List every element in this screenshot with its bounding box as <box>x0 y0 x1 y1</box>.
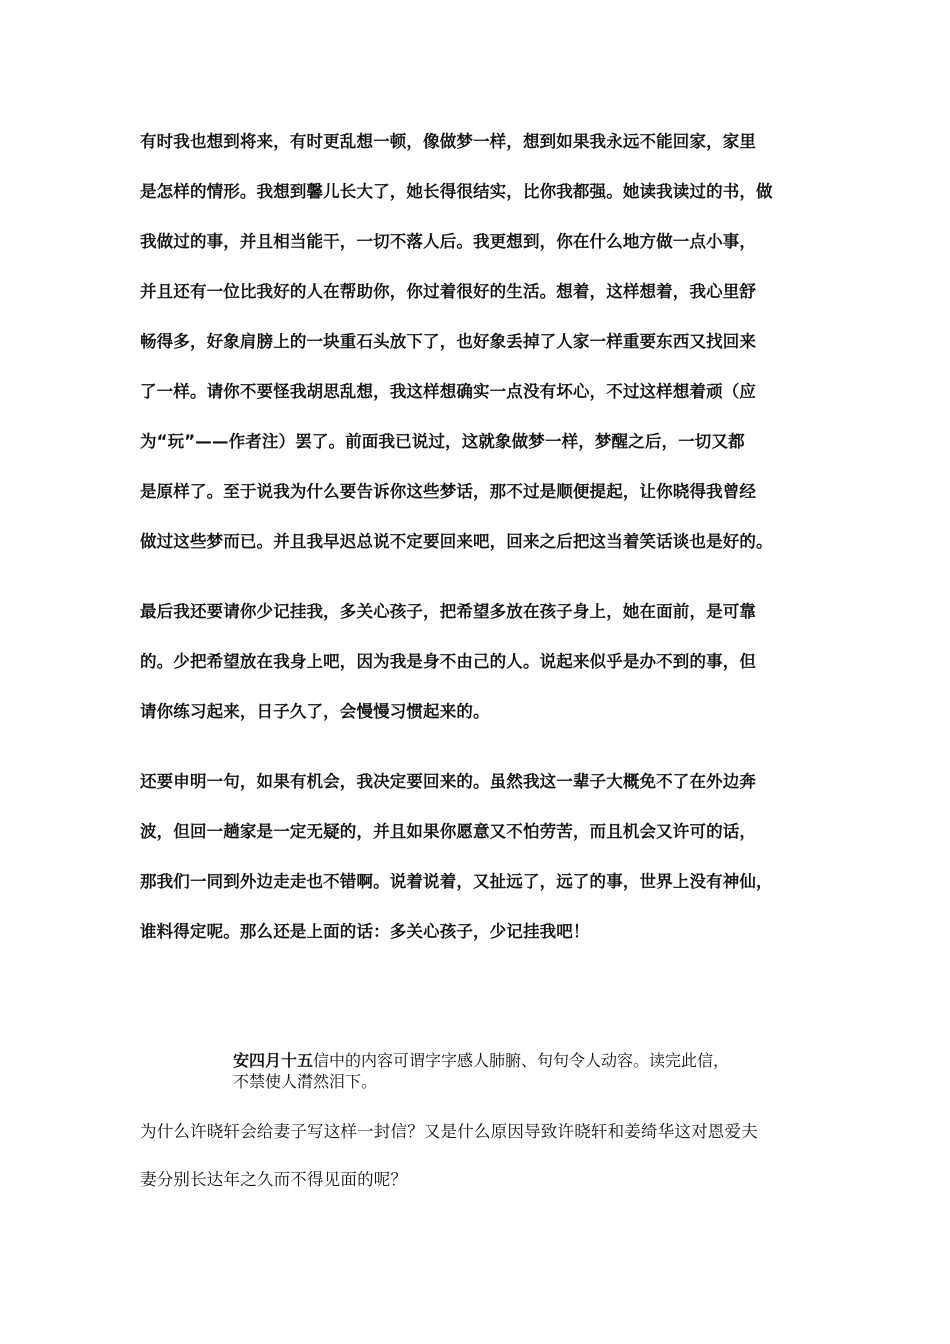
text-line: 的。少把希望放在我身上吧，因为我是身不由己的人。说起来似乎是办不到的事，但 <box>140 652 757 671</box>
commentary-caption <box>233 1050 813 1092</box>
caption-text: 信中的内容可谓字字感人肺腑、句句令人动容。读完此信， <box>313 1051 730 1070</box>
text-line: 那我们一同到外边走走也不错啊。说着说着，又扯远了，远了的事，世界上没有神仙， <box>140 872 773 891</box>
text-line: 并且还有一位比我好的人在帮助你，你过着很好的生活。想着，这样想着，我心里舒 <box>140 282 757 301</box>
question-paragraph <box>140 1108 830 1204</box>
text-line: 做过这些梦而已。并且我早迟总说不定要回来吧，回来之后把这当着笑话谈也是好的。 <box>140 532 773 551</box>
text-line: 畅得多，好象肩膀上的一块重石头放下了，也好象丢掉了人家一样重要东西又找回来 <box>140 332 757 351</box>
text-line: 最后我还要请你少记挂我，多关心孩子，把希望多放在孩子身上，她在面前，是可靠 <box>140 602 757 621</box>
text-line: 是原样了。至于说我为什么要告诉你这些梦话，那不过是顺便提起，让你晓得我曾经 <box>140 482 757 501</box>
text-line: 是怎样的情形。我想到馨儿长大了，她长得很结实，比你我都强。她读我读过的书，做 <box>140 182 773 201</box>
caption-line <box>233 1050 813 1071</box>
text-line: 为什么许晓轩会给妻子写这样一封信？又是什么原因导致许晓轩和姜绮华这对恩爱夫 <box>140 1122 758 1141</box>
text-line: 了一样。请你不要怪我胡思乱想，我这样想确实一点没有坏心，不过这样想着顽（应 <box>140 382 757 401</box>
text-line: 还要申明一句，如果有机会，我决定要回来的。虽然我这一辈子大概免不了在外边奔 <box>140 772 757 791</box>
letter-paragraph-2 <box>140 587 830 737</box>
letter-paragraph-1 <box>140 117 830 567</box>
text-line: 我做过的事，并且相当能干，一切不落人后。我更想到，你在什么地方做一点小事， <box>140 232 757 251</box>
text-line: 妻分别长达年之久而不得见面的呢？ <box>140 1170 408 1189</box>
letter-paragraph-3 <box>140 757 830 957</box>
caption-signature: 安四月十五 <box>233 1051 314 1070</box>
text-line: 波，但回一趟家是一定无疑的，并且如果你愿意又不怕劳苦，而且机会又许可的话， <box>140 822 757 841</box>
caption-line: 不禁使人潸然泪下。 <box>233 1072 378 1091</box>
text-line: 谁料得定呢。那么还是上面的话：多关心孩子，少记挂我吧！ <box>140 922 590 941</box>
text-line: 为“玩”——作者注）罢了。前面我已说过，这就象做梦一样，梦醒之后，一切又都 <box>140 432 745 451</box>
text-line: 有时我也想到将来，有时更乱想一顿，像做梦一样，想到如果我永远不能回家，家里 <box>140 132 757 151</box>
text-line: 请你练习起来，日子久了，会慢慢习惯起来的。 <box>140 702 490 721</box>
